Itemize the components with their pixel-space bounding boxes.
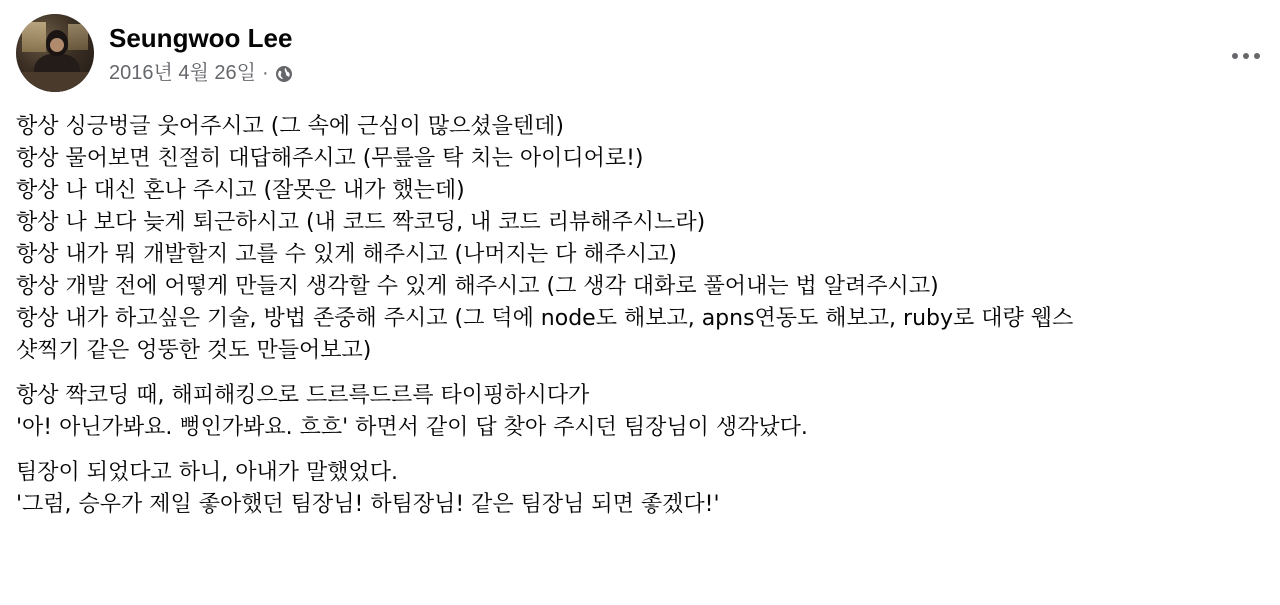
post-line: 항상 개발 전에 어떻게 만들지 생각할 수 있게 해주시고 (그 생각 대화로 풀어내는 법 알려주시고) (16, 274, 939, 299)
meta-separator: · (261, 62, 269, 84)
post-line: 팀장이 되었다고 하니, 아내가 말했었다. (16, 460, 398, 485)
author-name[interactable]: Seungwoo Lee (109, 23, 293, 53)
post-paragraph (16, 111, 1264, 367)
post-date[interactable]: 2016년 4월 26일 (109, 62, 256, 84)
more-options-icon (1231, 45, 1261, 64)
globe-icon[interactable] (275, 64, 293, 82)
post-line: 항상 물어보면 친절히 대답해주시고 (무릎을 탁 치는 아이디어로!) (16, 146, 644, 171)
post-paragraph (16, 380, 1264, 444)
post-line: '아! 아닌가봐요. 뻥인가봐요. 흐흐' 하면서 같이 답 찾아 주시던 팀장님이 생각났다. (16, 415, 808, 440)
post-line: 항상 내가 하고싶은 기술, 방법 존중해 주시고 (그 덕에 node도 해보고, apns연동도 해보고, ruby로 대량 웹스 (16, 306, 1074, 331)
post-line: 항상 싱긍벙글 웃어주시고 (그 속에 근심이 많으셨을텐데) (16, 114, 564, 139)
post-meta (109, 60, 293, 86)
more-options-button[interactable] (1228, 36, 1264, 72)
post-paragraph (16, 457, 1264, 521)
post-header (16, 14, 1264, 94)
post-line: '그럼, 승우가 제일 좋아했던 팀장님! 하팀장님! 같은 팀장님 되면 좋겠다!' (16, 492, 720, 517)
post-line: 샷찍기 같은 엉뚱한 것도 만들어보고) (16, 338, 372, 363)
post-line: 항상 나 보다 늦게 퇴근하시고 (내 코드 짝코딩, 내 코드 리뷰해주시느라) (16, 210, 706, 235)
post-line: 항상 나 대신 혼나 주시고 (잘못은 내가 했는데) (16, 178, 465, 203)
post-body (16, 111, 1264, 534)
post-line: 항상 짝코딩 때, 해피해킹으로 드르륵드르륵 타이핑하시다가 (16, 383, 590, 408)
post-line: 항상 내가 뭐 개발할지 고를 수 있게 해주시고 (나머지는 다 해주시고) (16, 242, 677, 267)
avatar[interactable] (16, 14, 94, 92)
